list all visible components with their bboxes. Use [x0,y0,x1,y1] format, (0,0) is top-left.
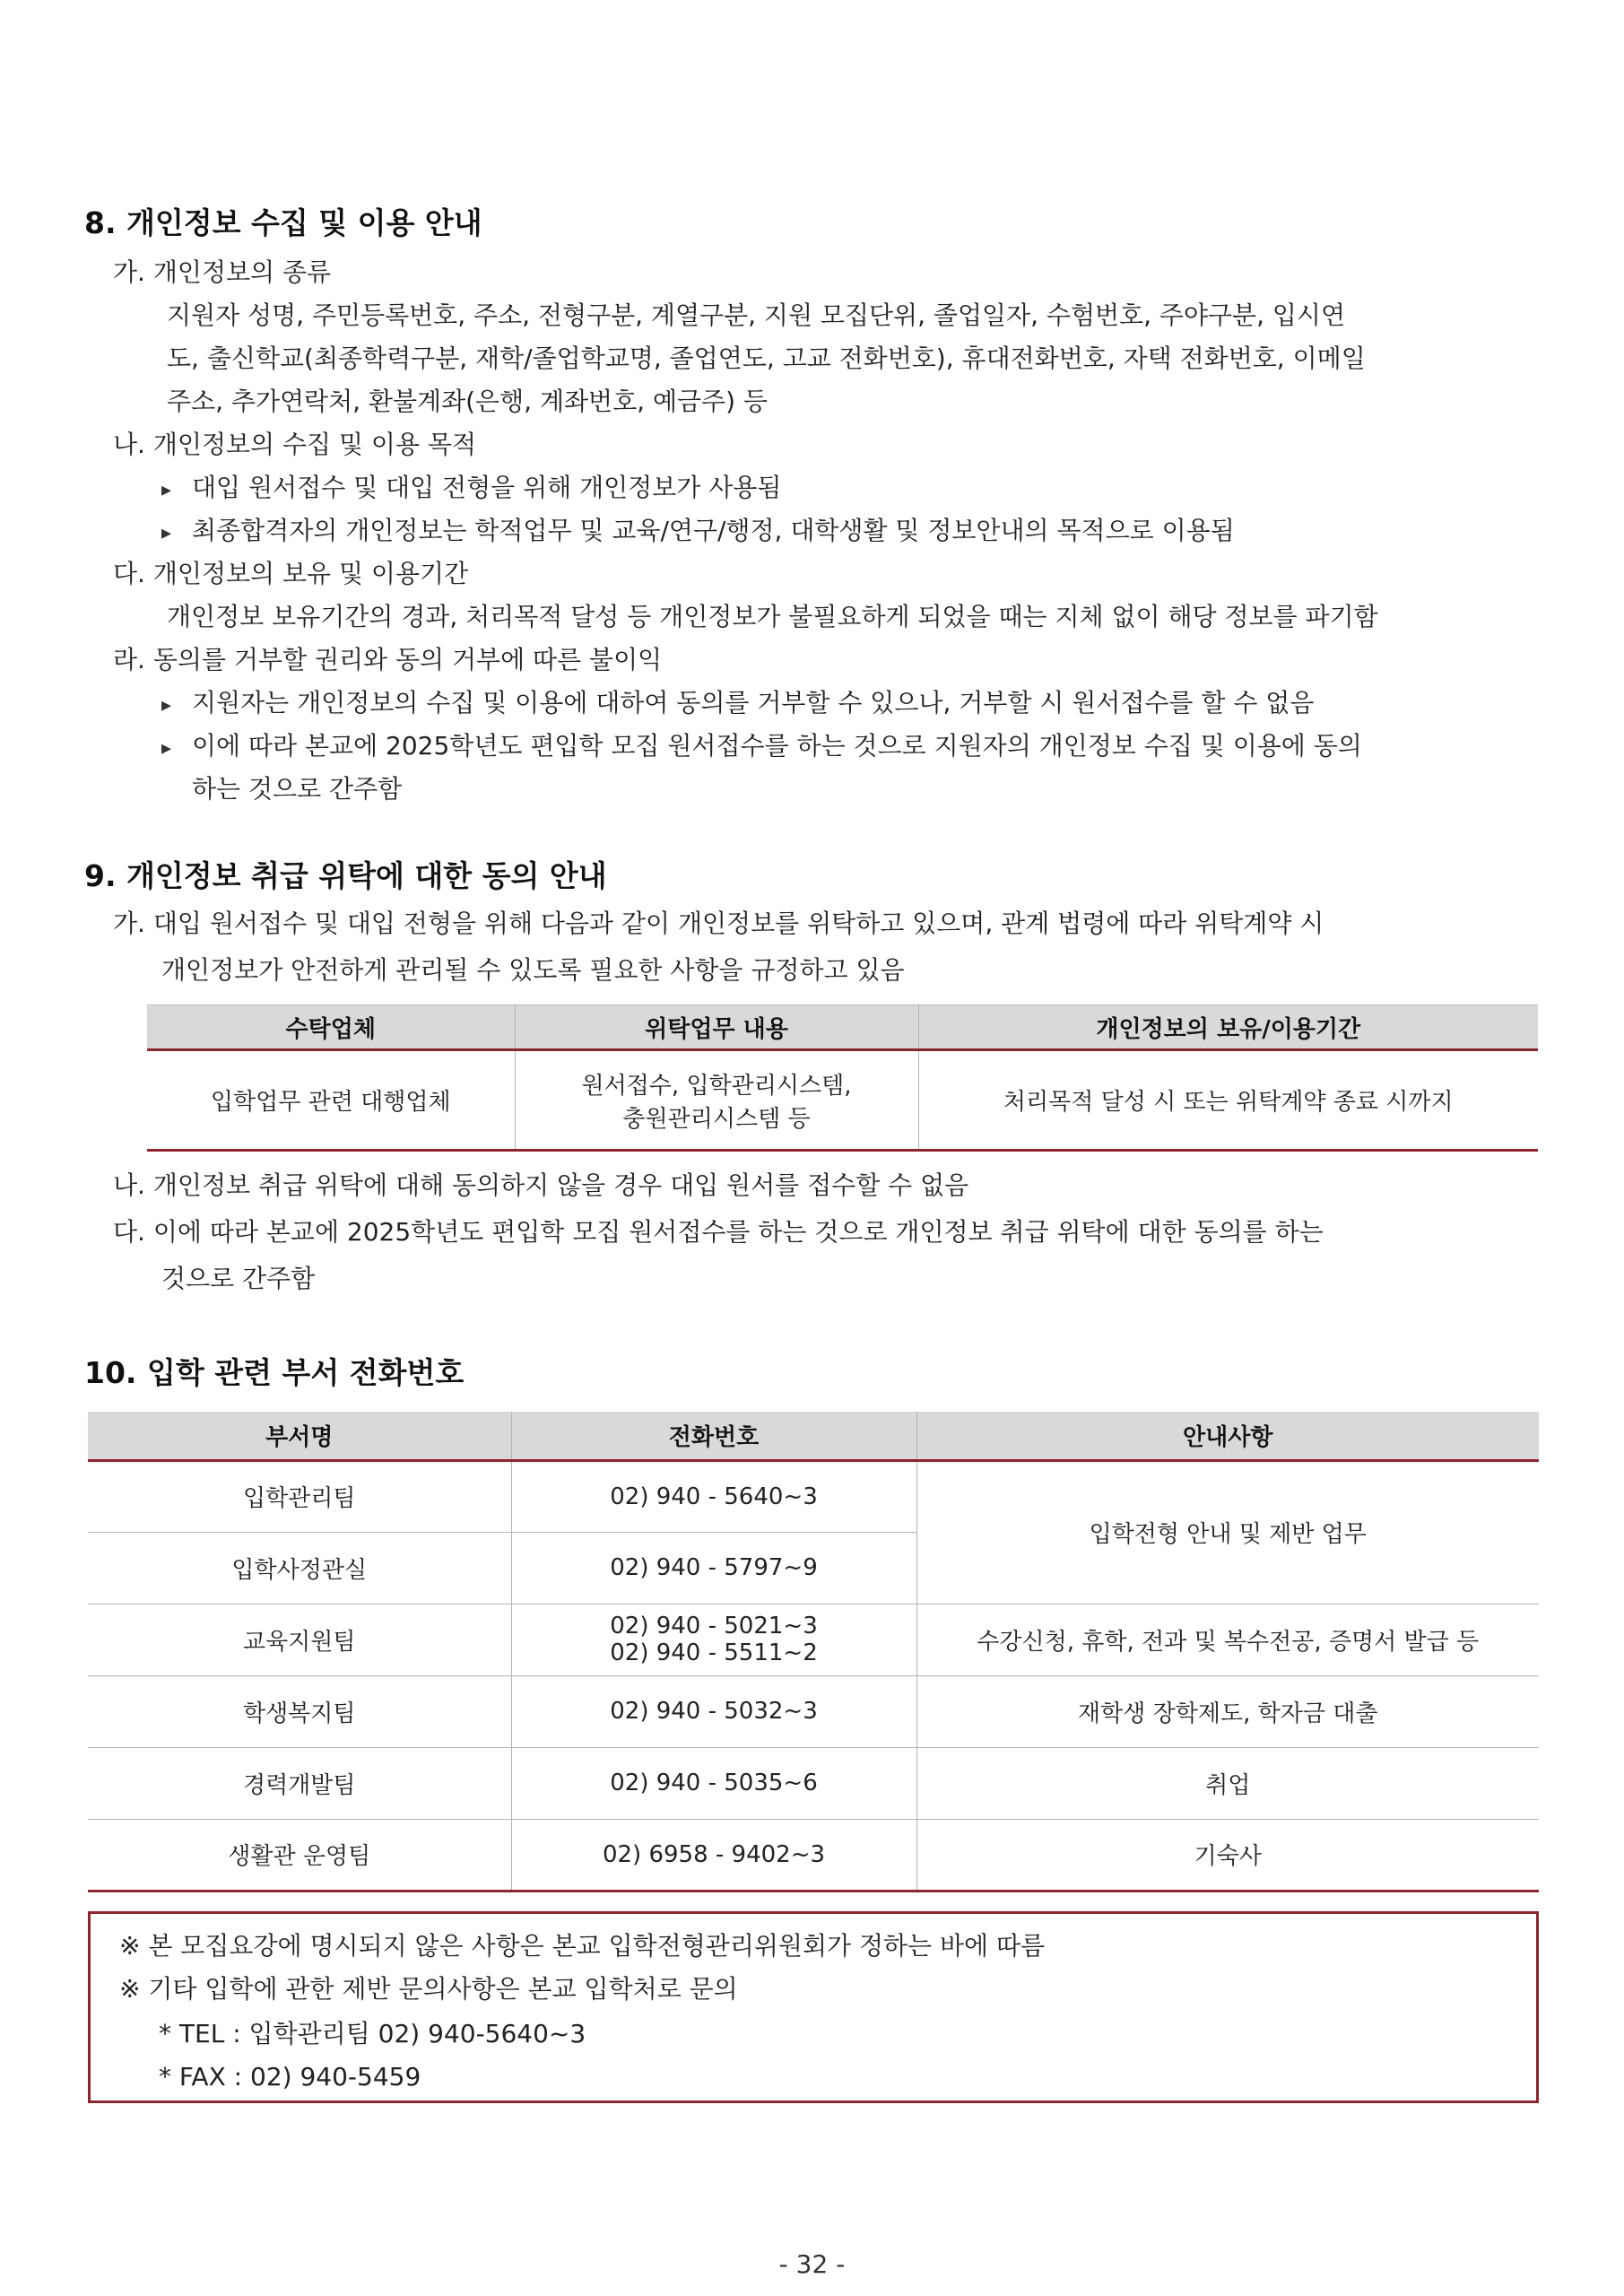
table-row [88,1460,1539,1532]
phone-cell: 02) 940 - 5032~3 [511,1675,916,1747]
section-10-title: 10. 입학 관련 부서 전화번호 [84,1355,465,1390]
section-8-title: 8. 개인정보 수집 및 이용 안내 [84,205,482,240]
section-8-ga-heading: 가. 개인정보의 종류 [113,257,332,287]
page-number: - 32 - [778,2249,846,2279]
contact-tel: * TEL : 입학관리팀 02) 940-5640~3 [159,2019,586,2048]
section-9-ga-line: 가. 대입 원서접수 및 대입 전형을 위해 다음과 같이 개인정보를 위탁하고 있으며, 관계 법령에 따라 위탁계약 시 [113,909,1324,938]
table-cell: 처리목적 달성 시 또는 위탁계약 종료 시까지 [918,1050,1538,1151]
phone-cell [511,1604,916,1675]
dept-cell: 입학사정관실 [88,1532,511,1604]
phone-cell: 02) 6958 - 9402~3 [511,1819,916,1891]
contact-fax: * FAX : 02) 940-5459 [159,2062,421,2092]
table-cell-line: 충원관리시스템 등 [622,1105,811,1133]
info-cell: 수강신청, 휴학, 전과 및 복수전공, 증명서 발급 등 [916,1604,1539,1675]
table-row [88,1675,1539,1747]
table-header: 전화번호 [511,1412,916,1460]
phone-line: 02) 940 - 5511~2 [610,1639,818,1666]
phone-cell: 02) 940 - 5035~6 [511,1747,916,1819]
section-8-ra-bullet: ▸ 지원자는 개인정보의 수집 및 이용에 대하여 동의를 거부할 수 있으나, 거부할 시 원서접수를 할 수 없음 [161,685,1314,724]
section-8-na-heading: 나. 개인정보의 수집 및 이용 목적 [113,430,477,459]
notice-line: ※ 기타 입학에 관한 제반 문의사항은 본교 입학처로 문의 [119,1974,738,2004]
section-8-da-text: 개인정보 보유기간의 경과, 처리목적 달성 등 개인정보가 불필요하게 되었을 때는 지체 없이 해당 정보를 파기함 [167,602,1378,631]
department-phone-table [88,1412,1539,1892]
section-8-ga-text-line: 도, 출신학교(최종학력구분, 재학/졸업학교명, 졸업연도, 고교 전화번호), 휴대전화번호, 자택 전화번호, 이메일 [167,344,1366,373]
info-cell: 입학전형 안내 및 제반 업무 [916,1460,1539,1604]
dept-cell: 경력개발팀 [88,1747,511,1819]
table-row [88,1819,1539,1891]
table-header: 안내사항 [916,1412,1539,1460]
table-header: 부서명 [88,1412,511,1460]
section-9-da-line: 다. 이에 따라 본교에 2025학년도 편입학 모집 원서접수를 하는 것으로 개인정보 취급 위탁에 대한 동의를 하는 [113,1217,1324,1247]
table-cell: 입학업무 관련 대행업체 [147,1050,515,1151]
section-8-ga-text-line: 지원자 성명, 주민등록번호, 주소, 전형구분, 계열구분, 지원 모집단위, 졸업일자, 수험번호, 주야구분, 입시연 [167,300,1346,330]
table-cell [515,1050,918,1151]
dept-cell: 교육지원팀 [88,1604,511,1675]
dept-cell: 학생복지팀 [88,1675,511,1747]
table-header: 개인정보의 보유/이용기간 [918,1005,1538,1050]
notice-box [88,1911,1539,2103]
table-cell-line: 원서접수, 입학관리시스템, [581,1072,852,1100]
notice-line: ※ 본 모집요강에 명시되지 않은 사항은 본교 입학전형관리위원회가 정하는 바에 따름 [119,1931,1046,1961]
phone-cell: 02) 940 - 5640~3 [511,1460,916,1532]
section-8-na-bullet: ▸ 대입 원서접수 및 대입 전형을 위해 개인정보가 사용됨 [161,470,781,509]
section-8-ra-bullet: ▸ 이에 따라 본교에 2025학년도 편입학 모집 원서접수를 하는 것으로 지원자의 개인정보 수집 및 이용에 동의 [161,728,1362,767]
section-9-da-line: 것으로 간주함 [161,1264,316,1293]
table-header: 위탁업무 내용 [515,1005,918,1050]
dept-cell: 생활관 운영팀 [88,1819,511,1891]
section-9-ga-line: 개인정보가 안전하게 관리될 수 있도록 필요한 사항을 규정하고 있음 [161,955,905,985]
dept-cell: 입학관리팀 [88,1460,511,1532]
consignment-table [147,1004,1538,1152]
info-cell: 취업 [916,1747,1539,1819]
table-row [88,1747,1539,1819]
section-8-da-heading: 다. 개인정보의 보유 및 이용기간 [113,559,469,588]
table-header: 수탁업체 [147,1005,515,1050]
section-9-title: 9. 개인정보 취급 위탁에 대한 동의 안내 [84,858,607,893]
phone-cell: 02) 940 - 5797~9 [511,1532,916,1604]
phone-line: 02) 940 - 5021~3 [610,1613,818,1639]
section-8-ra-bullet-continuation: 하는 것으로 간주함 [192,774,403,804]
section-8-na-bullet: ▸ 최종합격자의 개인정보는 학적업무 및 교육/연구/행정, 대학생활 및 정보안내의 목적으로 이용됨 [161,513,1235,552]
info-cell: 기숙사 [916,1819,1539,1891]
info-cell: 재학생 장학제도, 학자금 대출 [916,1675,1539,1747]
section-9-na-text: 나. 개인정보 취급 위탁에 대해 동의하지 않을 경우 대입 원서를 접수할 수 없음 [113,1170,969,1200]
section-8-ra-heading: 라. 동의를 거부할 권리와 동의 거부에 따른 불이익 [113,645,663,674]
section-8-ga-text-line: 주소, 추가연락처, 환불계좌(은행, 계좌번호, 예금주) 등 [167,387,768,416]
table-row [88,1604,1539,1675]
